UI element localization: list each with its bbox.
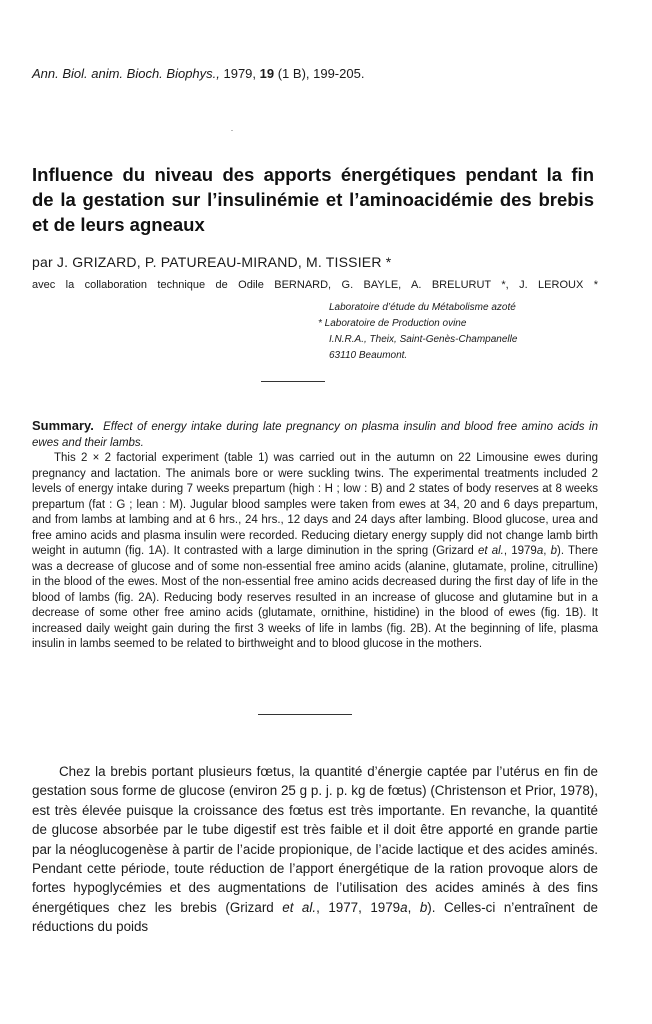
- body-ref: , 1977, 1979: [316, 899, 401, 915]
- journal-volume: 19: [259, 66, 275, 81]
- body-text-end: ). Celles-ci n’entraînent de réductions du poids: [32, 899, 598, 935]
- summary-ref-b: b: [550, 545, 557, 557]
- body-ref-b: b: [419, 899, 428, 915]
- english-summary: [32, 418, 598, 653]
- body-ref-a: a: [400, 899, 408, 915]
- affiliation-lab-2: * Laboratoire de Production ovine: [318, 318, 467, 329]
- summary-ref-sep: ,: [543, 545, 551, 557]
- summary-etal: et al.: [477, 545, 504, 557]
- summary-text-2: ). There was a decrease of glucose and of some non-essential free amino acids (alanine, glutamate, proline, citrulline) in the blood of the ewes. Most of the non-essential free amino acids decreased during the first day of life in the blood of lambs (fig. 2A). Reducing body reserves resulted in an increase of glucose and glutamine but in a decrease of some other free amino acids (glutamate, ornithine, histidine) in the blood of ewes (fig. 1B). It increased daily weight gain during the first 3 weeks of life in lambs (fig. 2B). At the beginning of life, plasma insulin in lambs seemed to be related to birthweight and to blood glucose in the mothers.: [32, 545, 599, 650]
- body-text-1: Chez la brebis portant plusieurs fœtus, la quantité d’énergie captée par l’utérus en fin de gestation sous forme de glucose (environ 25 g p. j. p. kg de fœtus) (Christenson et Prior, 1978), est très élevée puisque la croissance des fœtus est très importante. En revanche, la quantité de glucose absorbée par le tube digestif est très faible et il doit être apporté en grande partie par la néoglucogenèse à partir de l’acide propionique, de l’acide lactique et des acides aminés. Pendant cette période, toute réduction de l’apport énergétique de la ration provoque alors de fortes hypoglycémies et des augmentations de l’utilisation des acides aminés à des fins énergétiques chez les brebis (Grizard: [32, 764, 598, 915]
- summary-title: Effect of energy intake during late pregnancy on plasma insulin and blood free amino acids in ewes and their lambs.: [32, 421, 598, 449]
- journal-year: 1979,: [219, 66, 260, 81]
- body-ref-sep: ,: [407, 899, 420, 915]
- body-etal: et al.: [282, 899, 317, 915]
- separator-rule-bottom: [258, 714, 352, 715]
- summary-label: Summary.: [32, 418, 94, 433]
- summary-text-1: This 2 × 2 factorial experiment (table 1) was carried out in the autumn on 22 Limousine ewes during pregnancy and lactation. The animals bore or were suckling twins. The experimental treatments included 2 levels of energy intake during 7 weeks prepartum (high : H ; low : B) and 2 states of body reserves at 8 weeks prepartum (fat : G ; lean : M). Jugular blood samples were taken from ewes at 34, 20 and 6 days prepartum, and from lambs at lambing and at 6 hrs., 24 hrs., 12 days and 24 days after lambing. Blood glucose, urea and free amino acids and plasma insulin were recorded. Reducing dietary energy supply did not change lamb birth weight in autumn (fig. 1A). It contrasted with a large diminution in the spring (Grizard: [32, 452, 598, 557]
- summary-ref-a: a: [536, 545, 544, 557]
- technical-collaboration: avec la collaboration technique de Odile BERNARD, G. BAYLE, A. BRELURUT *, J. LEROUX *: [32, 279, 598, 291]
- scan-speck: [231, 130, 233, 131]
- journal-issue-pages: (1 B), 199-205.: [274, 66, 365, 81]
- affiliation-city: 63110 Beaumont.: [329, 350, 408, 361]
- article-title: [32, 162, 594, 237]
- affiliation-lab-1: Laboratoire d’étude du Métabolisme azoté: [329, 302, 516, 313]
- summary-ref: , 1979: [503, 545, 537, 557]
- title-line-3: et de leurs agneaux: [32, 214, 205, 235]
- summary-paragraph: [32, 451, 598, 653]
- journal-header: [32, 66, 364, 81]
- summary-heading: [32, 418, 598, 451]
- affiliations: [318, 300, 517, 364]
- title-line-2: de la gestation sur l’insulinémie et l’aminoacidémie des brebis: [32, 189, 594, 210]
- body-text: [32, 762, 598, 937]
- title-line-1: Influence du niveau des apports énergétiques pendant la fin: [32, 164, 594, 185]
- journal-name: Ann. Biol. anim. Bioch. Biophys.,: [32, 66, 220, 81]
- body-paragraph-1: [32, 762, 598, 937]
- author-list: par J. GRIZARD, P. PATUREAU-MIRAND, M. TISSIER *: [32, 254, 392, 270]
- separator-rule-top: [261, 381, 325, 382]
- affiliation-institute: I.N.R.A., Theix, Saint-Genès-Champanelle: [329, 334, 518, 345]
